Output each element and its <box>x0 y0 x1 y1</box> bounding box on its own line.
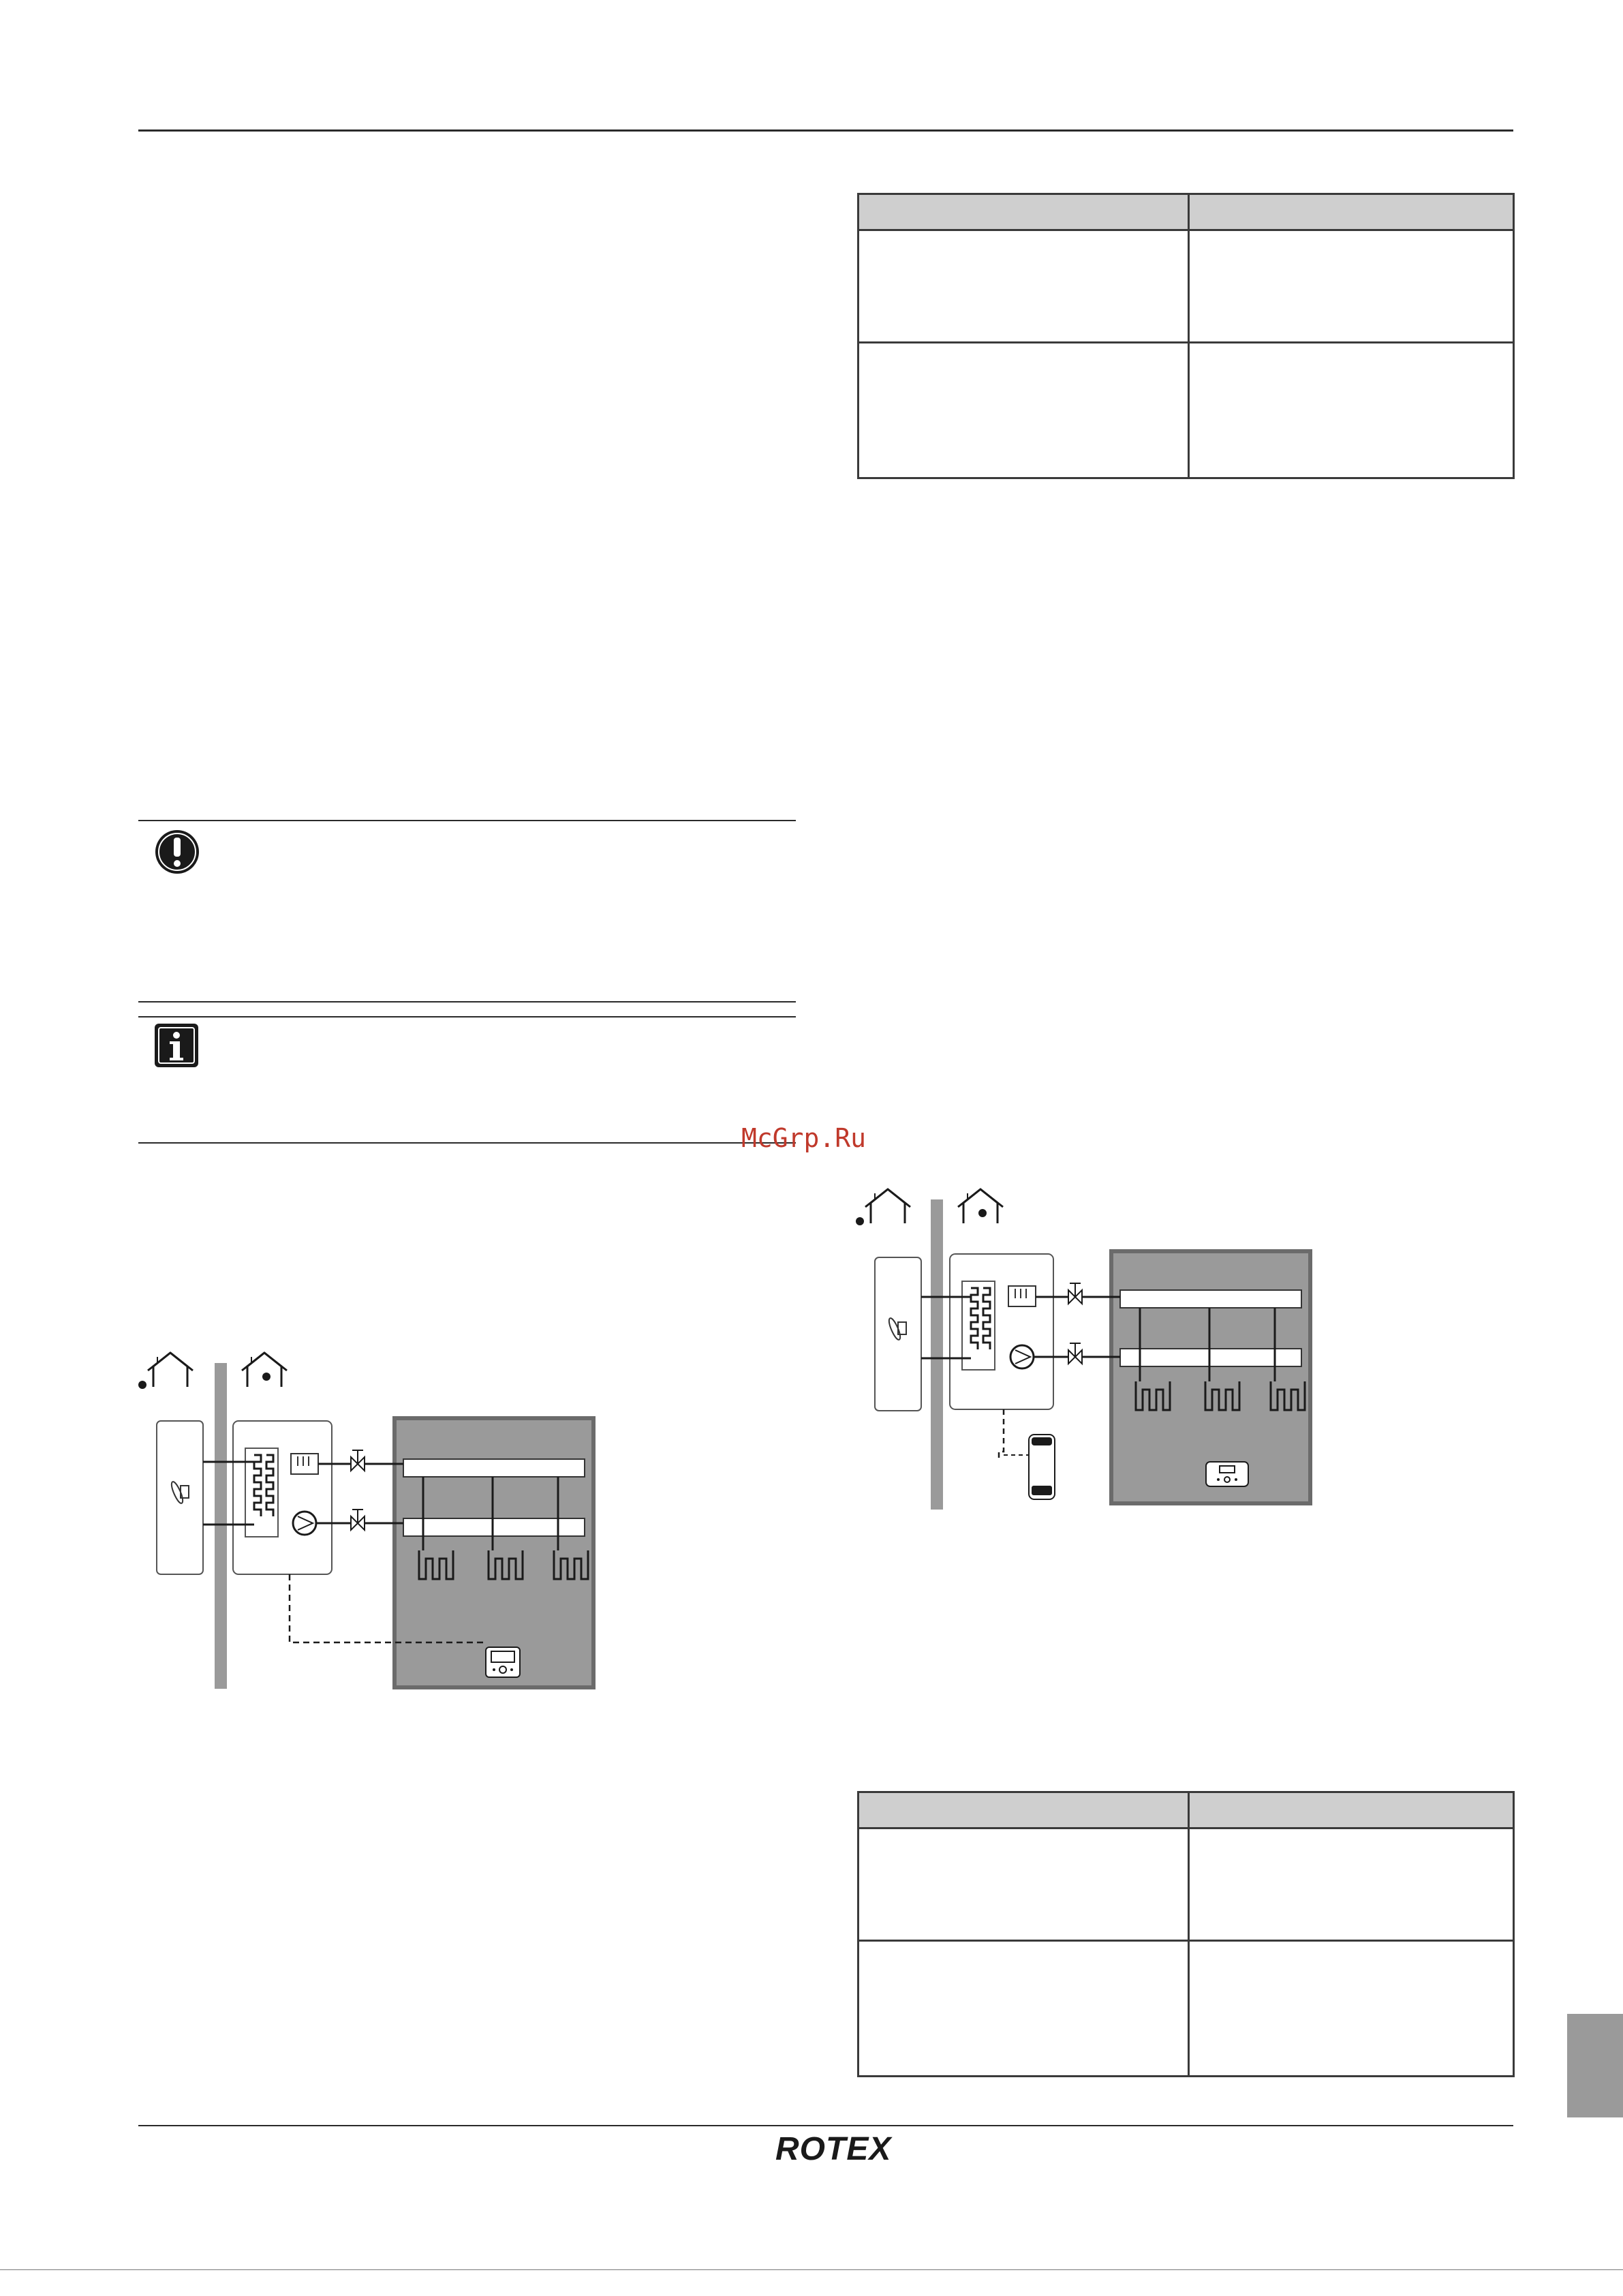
outdoor-house-icon <box>138 1353 193 1389</box>
indoor-house-icon <box>958 1189 1003 1223</box>
table-cell <box>1189 1941 1514 2077</box>
receiver-adapter-icon <box>1029 1435 1055 1499</box>
warning-note-bottom-rule <box>138 1001 796 1002</box>
pump-icon <box>1010 1345 1034 1368</box>
shutoff-valve-icon <box>351 1510 365 1530</box>
warning-note-top-rule <box>138 820 796 821</box>
table-cell <box>859 1828 1189 1941</box>
system-diagram-left <box>133 1346 610 1690</box>
brand-logo: ROTEX <box>775 2131 892 2167</box>
footer-rule <box>138 2125 1513 2126</box>
table-top <box>857 193 1515 479</box>
table-header-cell <box>1189 194 1514 230</box>
table-cell <box>859 230 1189 343</box>
shutoff-valve-icon <box>351 1450 365 1471</box>
table-header-cell <box>859 194 1189 230</box>
bottom-edge-rule <box>0 2269 1623 2270</box>
exclamation-icon <box>153 828 201 878</box>
indoor-house-icon <box>242 1353 287 1387</box>
info-note-top-rule <box>138 1016 796 1017</box>
table-cell <box>859 1941 1189 2077</box>
outdoor-house-icon <box>856 1189 910 1225</box>
shutoff-valve-icon <box>1068 1343 1082 1364</box>
supply-manifold <box>1120 1290 1301 1308</box>
table-header-cell <box>859 1792 1189 1828</box>
wall <box>215 1363 227 1689</box>
info-note-bottom-rule <box>138 1142 796 1144</box>
system-diagram-right <box>850 1182 1327 1510</box>
table-cell <box>1189 1828 1514 1941</box>
table-header-cell <box>1189 1792 1514 1828</box>
supply-manifold <box>403 1459 585 1477</box>
pump-icon <box>293 1512 316 1535</box>
watermark-text: McGrp.Ru <box>741 1123 867 1153</box>
shutoff-valve-icon <box>1068 1283 1082 1304</box>
backup-heater <box>1008 1286 1036 1306</box>
table-bottom <box>857 1791 1515 2077</box>
remote-controller-icon <box>486 1647 520 1677</box>
backup-heater <box>291 1454 318 1474</box>
room-thermostat-icon <box>1206 1462 1248 1486</box>
wall <box>931 1199 943 1510</box>
table-cell <box>1189 230 1514 343</box>
info-icon <box>153 1022 200 1071</box>
chapter-side-tab <box>1567 2014 1623 2117</box>
header-rule <box>138 129 1513 132</box>
communication-cable <box>999 1409 1004 1458</box>
table-cell <box>859 343 1189 478</box>
table-cell <box>1189 343 1514 478</box>
